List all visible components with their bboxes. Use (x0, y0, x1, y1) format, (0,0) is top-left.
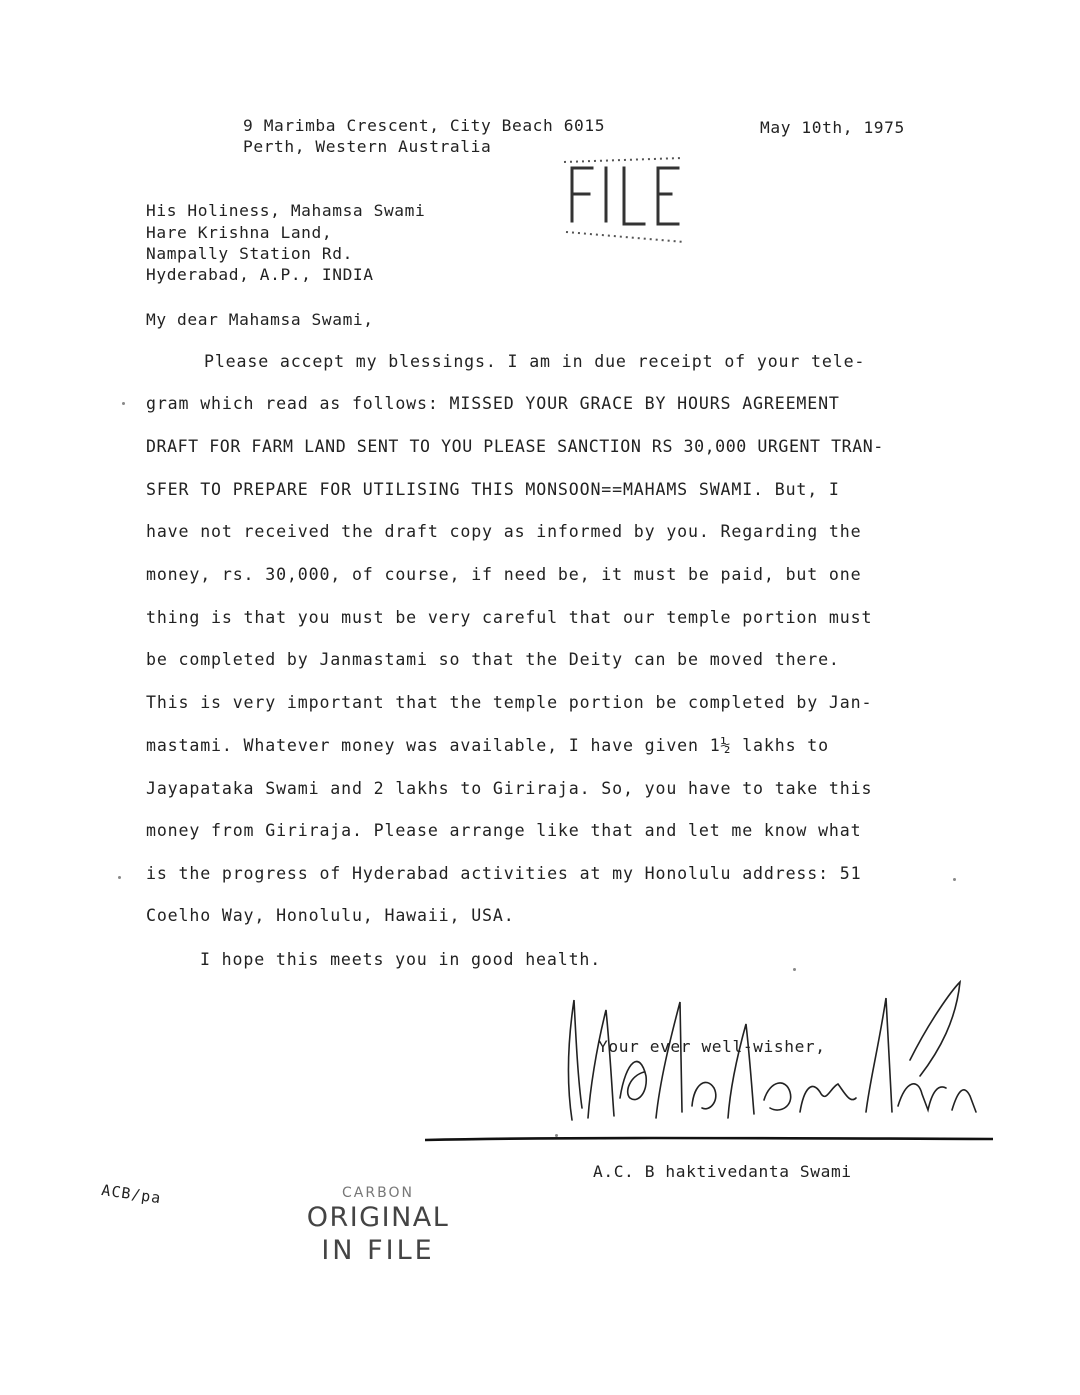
carbon-original-stamp (288, 1185, 468, 1267)
recipient-line-2: Hare Krishna Land, (146, 223, 333, 242)
body-line: gram which read as follows: MISSED YOUR GRACE BY HOURS AGREEMENT (146, 394, 840, 413)
handwritten-signature (560, 980, 990, 1140)
body-line: be completed by Janmastami so that the Deity can be moved there. (146, 650, 840, 669)
carbon-stamp-line-2: ORIGINAL (306, 1202, 450, 1233)
signature-rule (425, 1136, 993, 1142)
recipient-line-3: Nampally Station Rd. (146, 244, 353, 263)
body-line: Jayapataka Swami and 2 lakhs to Giriraja. So, you have to take this (146, 779, 873, 798)
body-line: DRAFT FOR FARM LAND SENT TO YOU PLEASE SANCTION RS 30,000 URGENT TRAN- (146, 437, 884, 456)
body-line: Coelho Way, Honolulu, Hawaii, USA. (146, 906, 515, 925)
recipient-line-4: Hyderabad, A.P., INDIA (146, 265, 374, 284)
scan-speck (793, 968, 796, 971)
sender-address-line-1: 9 Marimba Crescent, City Beach 6015 (243, 116, 606, 135)
body-line: mastami. Whatever money was available, I have given 1½ lakhs to (146, 736, 829, 755)
body-line: This is very important that the temple portion be completed by Jan- (146, 693, 873, 712)
scan-speck (118, 876, 121, 879)
body-line: Please accept my blessings. I am in due receipt of your tele- (204, 352, 866, 371)
typist-initials (100, 1180, 162, 1207)
recipient-line-1: His Holiness, Mahamsa Swami (146, 201, 426, 220)
body-line: money, rs. 30,000, of course, if need be, it must be paid, but one (146, 565, 862, 584)
body-line: have not received the draft copy as informed by you. Regarding the (146, 522, 862, 541)
body-line: is the progress of Hyderabad activities at my Honolulu address: 51 (146, 864, 862, 883)
body-line: SFER TO PREPARE FOR UTILISING THIS MONSOON==MAHAMS SWAMI. But, I (146, 480, 840, 499)
carbon-stamp-line-3: IN FILE (321, 1235, 435, 1266)
closing-line: I hope this meets you in good health. (200, 950, 602, 969)
body-line: money from Giriraja. Please arrange like that and let me know what (146, 821, 862, 840)
scan-speck (953, 878, 956, 881)
signature-name: A.C. B haktivedanta Swami (593, 1162, 852, 1181)
scan-speck (122, 402, 125, 405)
body-line: thing is that you must be very careful that our temple portion must (146, 608, 873, 627)
carbon-stamp-line-1: CARBON (342, 1185, 414, 1201)
letter-date: May 10th, 1975 (760, 118, 905, 137)
salutation: My dear Mahamsa Swami, (146, 310, 374, 329)
scan-speck (555, 1134, 558, 1137)
file-stamp (562, 156, 687, 248)
signoff: Your ever well-wisher, (598, 1037, 826, 1056)
initials-text: ACB/pa (100, 1180, 163, 1208)
sender-address-line-2: Perth, Western Australia (243, 137, 492, 156)
